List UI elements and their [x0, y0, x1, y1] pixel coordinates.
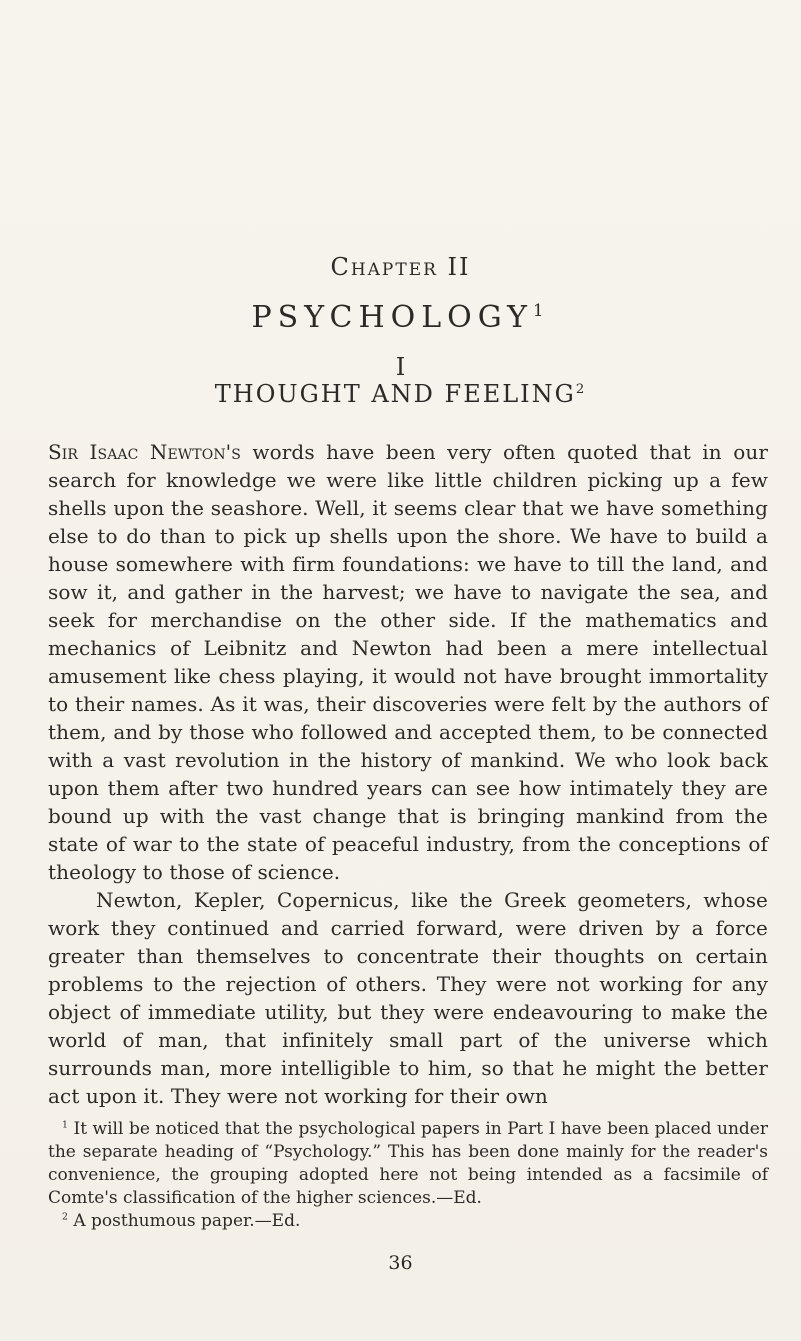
- title-footnote-marker: 1: [532, 301, 550, 320]
- footnote-2: [48, 1210, 768, 1233]
- section-number-text: I: [395, 353, 406, 381]
- page-number-text: 36: [388, 1252, 413, 1274]
- opening-words: Sir Isaac Newton's: [48, 440, 241, 464]
- section-title: [0, 380, 801, 408]
- section-number: [0, 353, 801, 381]
- chapter-title-text: PSYCHOLOGY: [251, 300, 533, 335]
- footnotes: [48, 1118, 768, 1233]
- paragraph-1-text: words have been very often quoted that in our search for knowledge we were like little children picking up a few shells upon the seashore. Well, it seems clear that we have something else to do than to pick up shells upon the shore. We have to build a house somewhere with firm foundations: we have to till the land, and sow it, and gather in the harvest; we have to navigate the sea, and seek for merchandise on the other side. If the mathematics and mechanics of Leibnitz and Newton had been a mere intellectual amusement like chess playing, it would not have brought immortality to their names. As it was, their discoveries were felt by the authors of them, and by those who followed and accepted them, to be connected with a vast revolution in the history of mankind. We who look back upon them after two hundred years can see how intimately they are bound up with the vast change that is bringing mankind from the state of war to the state of peaceful industry, from the conceptions of theology to those of science.: [48, 440, 768, 884]
- subtitle-footnote-marker: 2: [575, 382, 587, 397]
- footnote-1-marker: 1: [62, 1119, 68, 1131]
- paragraph-1: [48, 438, 768, 886]
- chapter-heading: [0, 253, 801, 281]
- footnote-1: [48, 1118, 768, 1210]
- footnote-2-text: A posthumous paper.—Ed.: [73, 1211, 301, 1231]
- chapter-title: [0, 300, 801, 335]
- chapter-label: Chapter II: [330, 253, 471, 281]
- body-text: [48, 438, 768, 1110]
- paragraph-2-text: Newton, Kepler, Copernicus, like the Greek geometers, whose work they continued and carried forward, were driven by a force greater than themselves to concentrate their thoughts on certain problems to the rejection of others. They were not working for any object of immediate utility, but they were endeavouring to make the world of man, that infinitely small part of the universe which surrounds man, more intelligible to him, so that he might the better act upon it. They were not working for their own: [48, 888, 768, 1108]
- paragraph-2: [48, 886, 768, 1110]
- footnote-2-marker: 2: [62, 1211, 68, 1223]
- section-title-text: THOUGHT AND FEELING: [214, 380, 576, 408]
- page-number: [0, 1252, 801, 1274]
- footnote-1-text: It will be noticed that the psychological papers in Part I have been placed under the separate heading of “Psychology.” This has been done mainly for the reader's convenience, the grouping adopted here not being intended as a facsimile of Comte's classification of the higher sciences.—Ed.: [48, 1119, 768, 1208]
